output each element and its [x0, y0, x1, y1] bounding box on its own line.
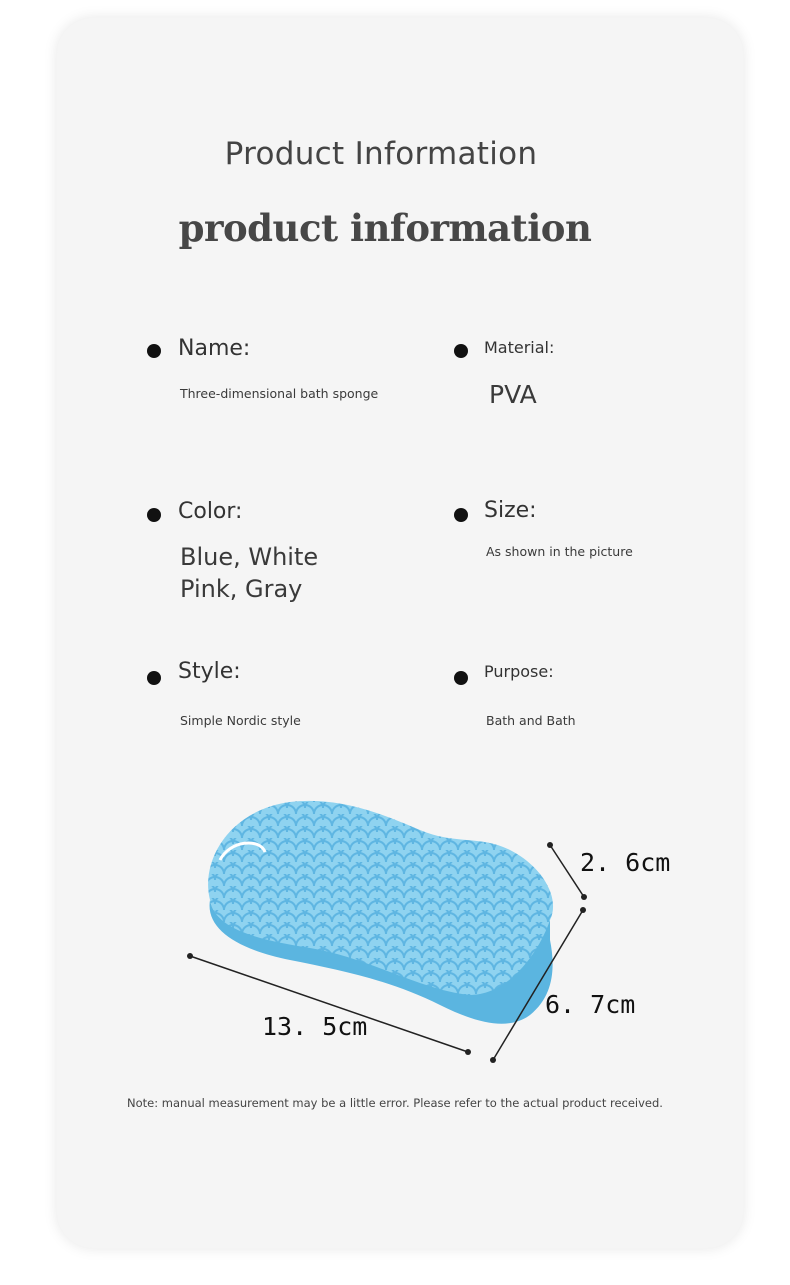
measurement-note: Note: manual measurement may be a little error. Please refer to the actual product received.: [127, 1096, 663, 1110]
purpose-label: Purpose:: [484, 662, 554, 681]
bullet-icon: [454, 508, 468, 522]
dimension-endpoint: [465, 1049, 471, 1055]
style-label: Style:: [178, 659, 241, 684]
size-label: Size:: [484, 498, 537, 523]
length-label: 13. 5cm: [262, 1012, 368, 1041]
dimension-endpoint: [490, 1057, 496, 1063]
name-label: Name:: [178, 336, 251, 361]
page-title: Product Information: [224, 136, 538, 172]
color-label: Color:: [178, 499, 243, 524]
style-value: Simple Nordic style: [180, 713, 301, 728]
material-value: PVA: [489, 380, 537, 409]
sponge-product-image: [170, 790, 670, 1080]
color-value-line1: Blue, White: [180, 543, 319, 571]
sponge-top: [208, 801, 553, 995]
dimension-endpoint: [187, 953, 193, 959]
dimension-endpoint: [580, 907, 586, 913]
bullet-icon: [147, 508, 161, 522]
dimension-endpoint: [547, 842, 553, 848]
page-subtitle: product information: [178, 206, 592, 250]
height-label: 2. 6cm: [580, 848, 671, 877]
bullet-icon: [454, 671, 468, 685]
bullet-icon: [147, 671, 161, 685]
bullet-icon: [147, 344, 161, 358]
dimension-endpoint: [581, 894, 587, 900]
width-label: 6. 7cm: [545, 990, 636, 1019]
size-value: As shown in the picture: [486, 544, 633, 559]
name-value: Three-dimensional bath sponge: [180, 386, 379, 401]
material-label: Material:: [484, 338, 555, 357]
purpose-value: Bath and Bath: [486, 713, 576, 728]
bullet-icon: [454, 344, 468, 358]
color-value-line2: Pink, Gray: [180, 575, 303, 603]
height-dimension-line: [550, 845, 584, 897]
